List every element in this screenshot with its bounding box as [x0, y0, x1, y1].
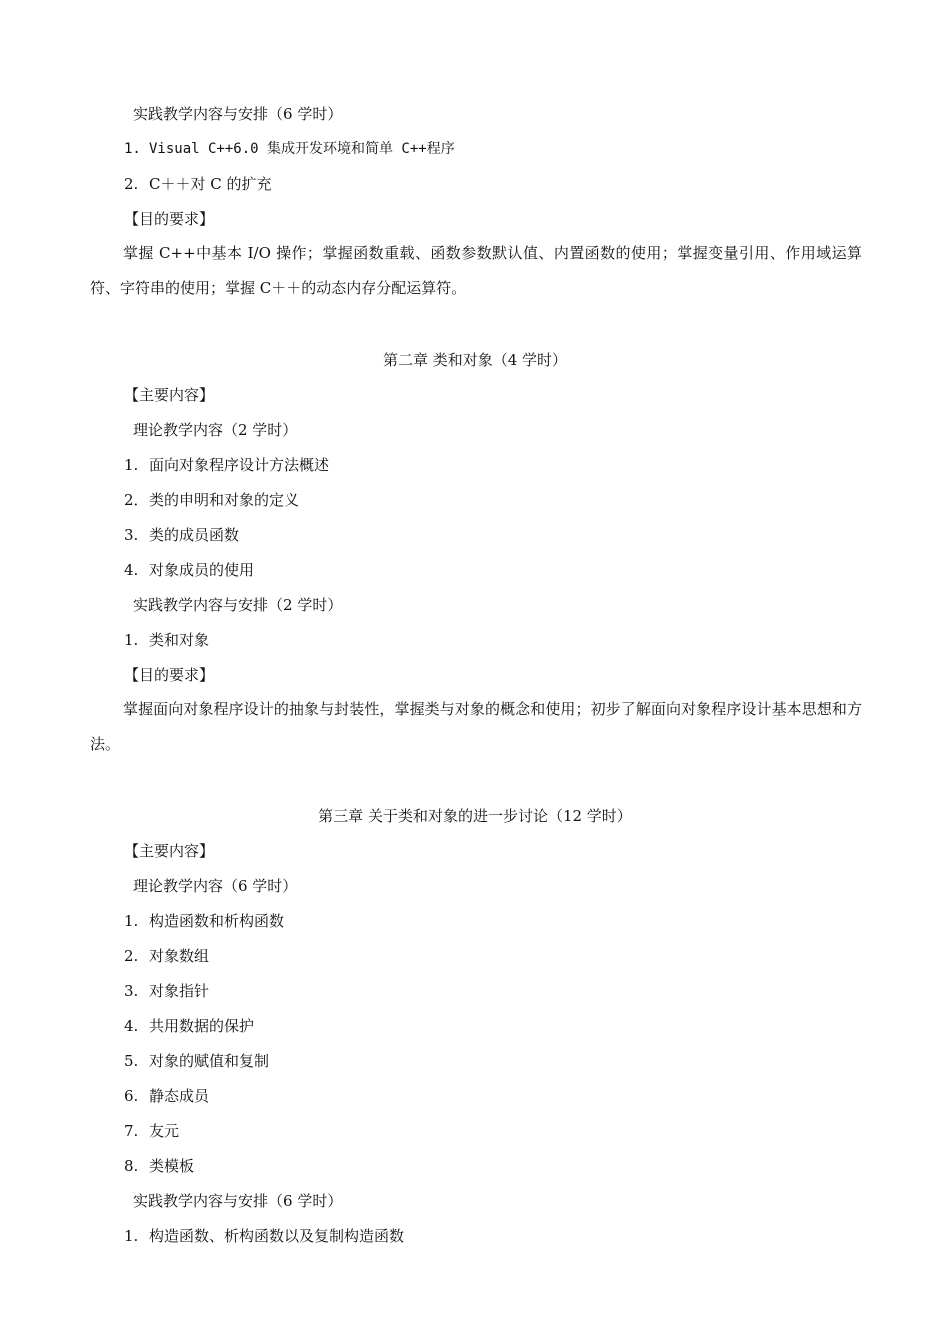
list-item-number: 5. [124, 1052, 139, 1070]
list-item [124, 139, 455, 159]
list-item-number: 1. [124, 456, 139, 474]
practice-heading: 实践教学内容与安排（6 学时） [133, 105, 343, 123]
list-item [124, 1016, 254, 1036]
list-item-text: 对象指针 [149, 982, 210, 1000]
list-item [124, 630, 209, 650]
list-item [124, 1156, 194, 1176]
list-item-text: 构造函数和析构函数 [149, 912, 285, 930]
list-item-text: 类和对象 [149, 631, 210, 649]
list-item-text: 共用数据的保护 [149, 1017, 255, 1035]
list-item [124, 981, 209, 1001]
list-item [124, 1086, 209, 1106]
list-item-number: 4. [124, 1017, 139, 1035]
main-content-heading: 【主要内容】 [124, 386, 215, 404]
list-item [124, 455, 329, 475]
list-item [124, 560, 254, 580]
list-item-text: Visual C++6.0 集成开发环境和简单 C++程序 [149, 141, 455, 157]
theory-heading: 理论教学内容（6 学时） [133, 877, 298, 895]
list-item-number: 3. [124, 982, 139, 1000]
list-item-text: 友元 [149, 1122, 180, 1140]
goal-paragraph: 掌握面向对象程序设计的抽象与封装性，掌握类与对象的概念和使用；初步了解面向对象程序设计基本思想和方法。 [90, 700, 862, 753]
goal-paragraph: 掌握 C++中基本 I/O 操作；掌握函数重载、函数参数默认值、内置函数的使用；掌握变量引用、作用域运算符、字符串的使用；掌握 C＋＋的动态内存分配运算符。 [90, 244, 862, 297]
list-item-number: 1. [124, 912, 139, 930]
list-item-number: 8. [124, 1157, 139, 1175]
list-item-number: 2． [124, 491, 149, 509]
list-item-number: 3. [124, 526, 139, 544]
list-item-number: 6. [124, 1087, 139, 1105]
list-item-number: 1. [124, 141, 141, 157]
chapter-title: 第二章 类和对象（4 学时） [382, 351, 568, 369]
list-item-number: 4. [124, 561, 139, 579]
list-item [124, 1051, 269, 1071]
list-item-text: C＋＋对 C 的扩充 [149, 175, 272, 193]
list-item-text: 类的成员函数 [149, 526, 240, 544]
list-item-text: 构造函数、析构函数以及复制构造函数 [149, 1227, 405, 1245]
list-item-text: 对象的赋值和复制 [149, 1052, 270, 1070]
list-item [124, 911, 284, 931]
list-item-number: 2. [124, 947, 139, 965]
list-item-number: 7. [124, 1122, 139, 1140]
list-item-number: 1. [124, 631, 139, 649]
main-content-heading: 【主要内容】 [124, 842, 215, 860]
goal-heading: 【目的要求】 [124, 666, 215, 684]
list-item-text: 对象成员的使用 [149, 561, 255, 579]
list-item [124, 946, 209, 966]
chapter-title: 第三章 关于类和对象的进一步讨论（12 学时） [318, 807, 632, 825]
theory-heading: 理论教学内容（2 学时） [133, 421, 298, 439]
list-item [124, 525, 239, 545]
goal-heading: 【目的要求】 [124, 210, 215, 228]
list-item-text: 对象数组 [149, 947, 210, 965]
list-item [124, 1226, 404, 1246]
list-item-number: 1. [124, 1227, 139, 1245]
list-item [124, 490, 299, 510]
list-item-text: 面向对象程序设计方法概述 [149, 456, 330, 474]
list-item [124, 174, 272, 194]
practice-heading: 实践教学内容与安排（2 学时） [133, 596, 343, 614]
practice-heading: 实践教学内容与安排（6 学时） [133, 1192, 343, 1210]
list-item [124, 1121, 179, 1141]
list-item-text: 静态成员 [149, 1087, 210, 1105]
list-item-number: 2. [124, 175, 139, 193]
list-item-text: 类模板 [149, 1157, 195, 1175]
list-item-text: 类的申明和对象的定义 [149, 491, 300, 509]
